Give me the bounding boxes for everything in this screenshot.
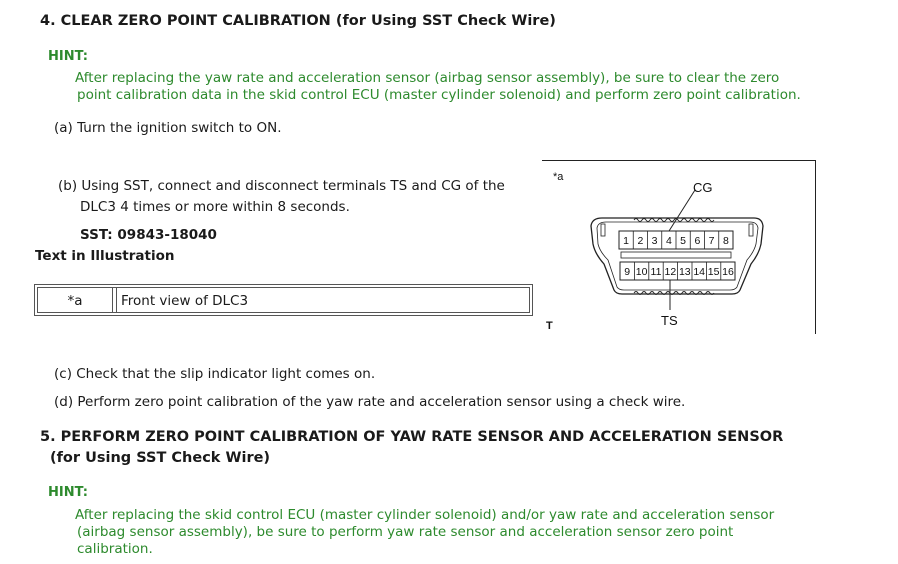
pin-1: 1 [623,235,629,247]
dlc3-connector-drawing [542,160,816,334]
pin-16: 16 [722,266,734,278]
step-d: (d) Perform zero point calibration of the yaw rate and acceleration sensor using a check wire. [54,394,686,410]
section-5-hint-line3: calibration. [77,541,153,557]
legend-key: *a [38,288,113,312]
section-4-hint-label: HINT: [48,49,88,64]
pin-3: 3 [651,235,658,247]
pin-6: 6 [694,235,701,247]
section-4-hint-line2: point calibration data in the skid control ECU (master cylinder solenoid) and perform zero point calibration. [77,87,801,103]
pin-15: 15 [707,266,720,278]
ts-label: TS [661,313,678,328]
pin-2: 2 [637,235,644,247]
cg-leader-line [669,190,695,231]
step-c: (c) Check that the slip indicator light comes on. [54,366,376,382]
illustration-legend-table [34,284,533,316]
pin-7: 7 [708,235,715,247]
cg-label: CG [693,180,713,195]
corner-mark: T [546,320,553,332]
section-5-hint-label: HINT: [48,485,88,500]
pin-9: 9 [624,266,631,278]
section-5-hint-line2: (airbag sensor assembly), be sure to perform yaw rate sensor and acceleration sensor zero point [77,524,734,540]
pin-12: 12 [664,266,677,278]
text-in-illustration-heading: Text in Illustration [35,248,175,264]
section-4-title: 4. CLEAR ZERO POINT CALIBRATION (for Using SST Check Wire) [40,13,556,29]
pin-11: 11 [650,266,662,278]
legend-value: Front view of DLC3 [116,288,529,312]
section-4-hint-line1: After replacing the yaw rate and acceleration sensor (airbag sensor assembly), be sure to clear the zero [75,70,780,86]
step-b-line1: (b) Using SST, connect and disconnect terminals TS and CG of the [58,178,505,194]
dlc3-illustration [542,160,816,334]
pin-5: 5 [680,235,687,247]
callout-a: *a [553,171,564,183]
sst-number: SST: 09843-18040 [80,227,217,243]
pin-14: 14 [693,266,706,278]
pin-8: 8 [722,235,729,247]
pin-13: 13 [678,266,691,278]
pin-4: 4 [665,235,672,247]
section-5-title-line2: (for Using SST Check Wire) [50,450,271,466]
pin-10: 10 [635,266,648,278]
step-a: (a) Turn the ignition switch to ON. [54,120,282,136]
section-5-title-line1: 5. PERFORM ZERO POINT CALIBRATION OF YAW RATE SENSOR AND ACCELERATION SENSOR [40,429,784,445]
step-b-line2: DLC3 4 times or more within 8 seconds. [80,199,350,215]
section-5-hint-line1: After replacing the skid control ECU (master cylinder solenoid) and/or yaw rate and acceleration sensor [75,507,775,523]
